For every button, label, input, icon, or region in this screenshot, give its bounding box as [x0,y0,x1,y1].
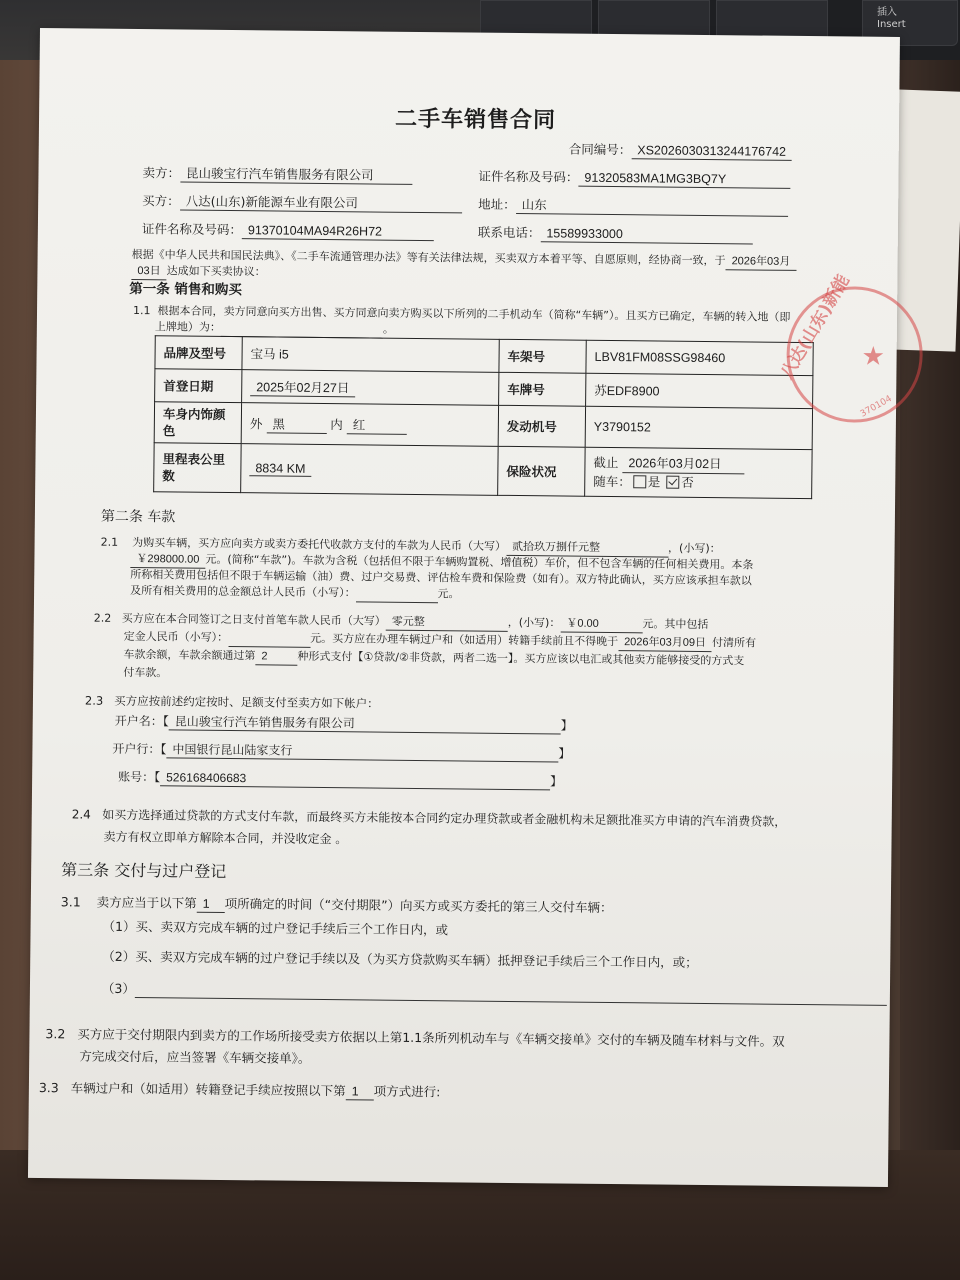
clause-3-1-option-3 [102,981,887,1006]
mileage-reading [249,461,311,477]
interior-prefix: 内 [330,416,343,432]
preamble-line-2 [131,263,265,281]
buyer-id-value: 91370104MA94R26H72 [242,222,434,241]
price-amount: ￥298000.00 [130,551,205,569]
clause-text: ，(小写)： [507,615,561,630]
insert-key-label-en: Insert [877,19,906,30]
insurance-until-prefix: 截止 [593,454,619,470]
clause-3-1-line-1 [61,894,613,917]
contract-number-row [569,142,792,161]
address-row [478,197,788,217]
checkbox-yes-label: 是 [647,473,661,490]
clause-text: 。 [382,322,394,336]
contract-number-label: 合同编号： [568,141,632,158]
clause-text: 付清所有 [711,636,757,650]
insurance-value [585,447,813,498]
color-label: 车身内饰颜色 [154,402,241,444]
clause-3-2-line-1 [45,1026,784,1050]
seller-id-value: 91320583MA1MG3BQ7Y [578,170,790,189]
clause-text: ，(小写)： [668,541,721,556]
preamble-text: 根据《中华人民共和国民法典》、《二手车流通管理办法》等有关法律法规，买卖双方本着平等、自愿原则，经协商一致，于 [131,247,726,268]
clause-text: 定金人民币（小写）： [123,629,229,645]
seller-row [142,165,412,185]
insert-key-label-cn: 插入 [877,7,897,18]
phone-value: 15589933000 [540,225,752,244]
bank-row [112,741,570,763]
clause-number: 1.1 [132,303,151,318]
delivery-option: 1 [197,896,225,913]
clause-text: 元。买方应在办理车辆过户和（如适用）转籍手续前且不得晚于 [310,631,619,649]
clause-text: 买方应按前述约定按时、足额支付至卖方如下帐户： [114,693,379,711]
price-amount-cn: 贰拾玖万捌仟元整 [506,539,668,558]
clause-3-3 [39,1080,441,1101]
clause-2-3-title [85,693,379,712]
insurance-label: 保险状况 [498,446,586,496]
article-2-title: 第二条 车款 [100,508,176,526]
phone-row [478,225,753,245]
insurance-with-car-label: 随车： [593,473,631,489]
seal-star-icon: ★ [861,341,886,372]
checkbox-no-label: 否 [681,474,694,490]
account-number-value: 526168406683 [160,769,550,790]
bank-label: 开户行：【 [112,741,167,757]
clause-number: 2.3 [84,693,104,708]
checkbox-no[interactable] [666,475,679,488]
clause-number: 2.4 [71,807,91,822]
bracket: 】 [550,774,563,789]
clause-text: 元。其中包括 [642,617,709,632]
mileage-unit: KM [286,461,306,476]
color-value [241,403,498,447]
clause-2-1-line-4 [130,583,460,603]
account-number-label: 账号：【 [118,769,161,785]
brand-label: 品牌及型号 [155,336,242,370]
interior-color: 红 [347,415,407,435]
mileage-number: 8834 [255,460,284,476]
clause-2-4-line-2: 卖方有权立即单方解除本合同，并没收定金 。 [103,829,348,847]
mileage-value [241,444,498,496]
clause-number: 3.3 [38,1080,59,1096]
clause-text: 车款余额，车款余额通过第 [123,647,256,663]
article-1-title: 第一条 销售和购买 [129,280,243,299]
vin-label: 车架号 [499,339,586,373]
clause-text: 上牌地）为： [154,320,221,334]
account-name-label: 开户名：【 [114,713,169,729]
table-row [154,402,812,450]
clause-text: 买方应于交付期限内到卖方的工作场所接受卖方依据以上第1.1条所列机动车与《车辆交接单》交付的车辆及随车材料与文件。双 [77,1026,785,1049]
clause-text: 元。(简称“车款”)。车款为含税（包括但不限于车辆购置税、增值税）车价，但不包含车辆的任何相关费用。本条 [205,552,754,572]
contract-number-value: XS2026030313244176742 [631,142,792,161]
account-name-value: 昆山骏宝行汽车销售服务有限公司 [169,713,561,734]
buyer-label: 买方： [142,193,180,209]
payment-method: 2 [255,648,297,665]
seal-number: 370104 [858,393,894,420]
plate-label: 车牌号 [499,372,586,406]
first-payment-cn: 零元整 [386,614,508,632]
clause-text: 车辆过户和（如适用）转籍登记手续应按照以下第 [70,1080,346,1099]
clause-number: 3.2 [45,1026,66,1042]
preamble-date-month: 2026年03月 [726,253,797,271]
clause-number: 2.1 [100,535,119,549]
address-value: 山东 [516,197,788,217]
seller-label: 卖方： [142,165,181,181]
registration-value [242,370,499,406]
buyer-id-label: 证件名称及号码： [141,221,242,238]
mileage-label: 里程表公里数 [154,443,242,493]
bank-value: 中国银行昆山陆家支行 [166,741,558,762]
address-label: 地址： [478,196,516,212]
clause-text: 项所确定的时间（“交付期限”）向买方或买方委托的第三人交付车辆： [224,895,613,916]
plate-value: 苏EDF8900 [586,373,813,408]
buyer-value: 八达(山东)新能源车业有限公司 [180,193,462,213]
table-row [154,443,812,499]
clause-number: 2.2 [93,611,112,625]
seller-value: 昆山骏宝行汽车销售服务有限公司 [180,165,412,184]
clause-text: 及所有相关费用的总金额总计人民币（小写）： [130,583,356,600]
company-seal [776,271,923,423]
preamble-date-day: 03日 [131,263,166,280]
preamble-text-2: 达成如下买卖协议： [166,264,266,279]
insurance-until-date: 2026年03月02日 [622,454,744,474]
exterior-color: 黑 [266,414,326,434]
bracket: 】 [560,718,573,733]
clause-text: （3） [101,980,135,997]
clause-text: 根据本合同，卖方同意向买方出售、买方同意向卖方购买以下所列的二手机动车（简称“车辆”）。且买方已确定，车辆的转入地（即 [157,304,791,324]
buyer-row [142,193,462,213]
clause-text: 项方式进行: [373,1083,441,1100]
engine-value: Y3790152 [585,406,812,449]
payment-deadline: 2026年03月09日 [618,634,712,652]
seller-id-label: 证件名称及号码： [478,168,579,185]
clause-text: 种形式支付【①贷款/②非贷款，两者二选一】。买方应该以电汇或其他卖方能够接受的方式支 [297,649,745,668]
registration-label: 首登日期 [155,369,242,403]
exterior-prefix: 外 [249,415,263,431]
clause-2-1-line-3: 所称相关费用包括但不限于车辆运输（油）费、过户交易费、评估检车费和保险费（如有）。双方特此确认，买方应该承担车款以 [130,567,752,588]
article-3-title: 第三条 交付与过户登记 [61,860,227,881]
clause-text: 卖方应当于以下第 [96,894,197,911]
seal-text: 八达(山东)新能 [776,271,854,383]
vin-value: LBV81FM08SSG98460 [586,340,813,375]
phone-label: 联系电话： [477,224,541,241]
clause-number: 3.1 [60,894,81,910]
clause-3-1-option-1: （1）买、卖双方完成车辆的过户登记手续后三个工作日内，或 [102,918,449,938]
clause-3-1-option-2: （2）买、卖双方完成车辆的过户登记手续以及（为买方贷款购买车辆）抵押登记手续后三个工作日内，或； [102,948,698,970]
contract-sheet [28,28,900,1187]
engine-label: 发动机号 [498,405,585,447]
bracket: 】 [558,746,571,761]
clause-3-2-line-2: 方完成交付后，应当签署《车辆交接单》。 [79,1048,311,1066]
first-payment: ￥0.00 [560,615,642,633]
transfer-option: 1 [346,1083,374,1100]
vehicle-info-table [153,335,814,499]
clause-text: 买方应在本合同签订之日支付首笔车款人民币（大写） [121,611,386,628]
seller-id-row [478,169,790,189]
contract-title: 二手车销售合同 [394,106,557,134]
clause-2-4-line-1 [72,806,787,829]
registration-date: 2025年02月27日 [250,377,355,397]
clause-text: 元。 [437,587,460,601]
brand-value: 宝马 i5 [242,337,499,373]
clause-text: 为购买车辆，买方应向卖方或卖方委托代收款方支付的车款为人民币（大写） [132,535,507,553]
clause-2-2-line-4: 付车款。 [123,665,168,680]
clause-text: 如买方选择通过贷款的方式支付车款，而最终买方未能按本合同约定办理贷款或者金融机构未足额批准买方申请的汽车消费贷款， [102,807,787,829]
account-name-row [115,713,573,735]
account-number-row [118,769,562,791]
buyer-id-row [142,221,434,241]
checkbox-yes[interactable] [633,475,646,488]
